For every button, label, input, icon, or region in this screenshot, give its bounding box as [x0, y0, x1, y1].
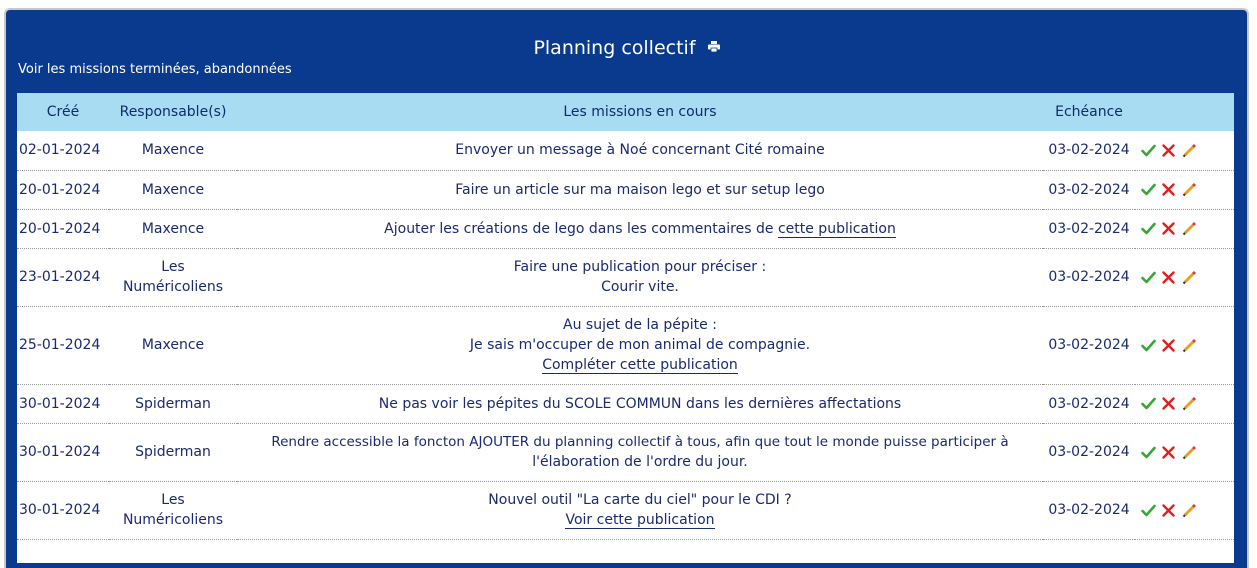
row-actions [1135, 248, 1234, 306]
check-icon[interactable] [1141, 338, 1156, 353]
mission-text [237, 248, 1043, 306]
cross-icon[interactable] [1161, 182, 1176, 197]
mission-line: Faire un article sur ma maison lego et sur setup lego [455, 181, 825, 198]
table-row [17, 170, 1234, 209]
mission-line: Envoyer un message à Noé concernant Cité romaine [455, 142, 825, 159]
mission-line: Au sujet de la pépite : [563, 317, 717, 333]
mission-line: Ajouter les créations de lego dans les commentaires de [384, 220, 778, 237]
owner: Spiderman [109, 384, 237, 423]
table-row [17, 131, 1234, 170]
check-icon[interactable] [1141, 221, 1156, 236]
row-actions [1135, 170, 1234, 209]
missions-table-wrapper [17, 93, 1234, 563]
created-date: 30-01-2024 [17, 481, 109, 539]
pencil-icon[interactable] [1182, 221, 1197, 236]
created-date: 25-01-2024 [17, 306, 109, 384]
check-icon[interactable] [1141, 396, 1156, 411]
table-row [17, 481, 1234, 539]
missions-table [17, 93, 1234, 540]
mission-line: Rendre accessible la foncton AJOUTER du planning collectif à tous, afin que tout le monde puisse participer à [271, 434, 1009, 450]
due-date: 03-02-2024 [1043, 423, 1135, 481]
finished-missions-link[interactable]: Voir les missions terminées, abandonnées [18, 62, 292, 77]
table-row [17, 248, 1234, 306]
mission-text [237, 131, 1043, 170]
row-actions [1135, 481, 1234, 539]
pencil-icon[interactable] [1182, 503, 1197, 518]
cross-icon[interactable] [1161, 503, 1176, 518]
column-header-actions [1135, 93, 1234, 131]
pencil-icon[interactable] [1182, 143, 1197, 158]
pencil-icon[interactable] [1182, 338, 1197, 353]
table-row [17, 423, 1234, 481]
created-date: 20-01-2024 [17, 170, 109, 209]
mission-text [237, 423, 1043, 481]
created-date: 23-01-2024 [17, 248, 109, 306]
row-actions [1135, 306, 1234, 384]
created-date: 02-01-2024 [17, 131, 109, 170]
mission-line: Courir vite. [601, 279, 679, 295]
planning-panel [4, 8, 1249, 568]
table-row [17, 209, 1234, 248]
page-title-text: Planning collectif [533, 37, 696, 59]
publication-link[interactable]: Voir cette publication [565, 512, 715, 528]
check-icon[interactable] [1141, 182, 1156, 197]
row-actions [1135, 209, 1234, 248]
pencil-icon[interactable] [1182, 396, 1197, 411]
owner: Maxence [109, 306, 237, 384]
owner-line: Les [161, 492, 185, 508]
mission-text [237, 306, 1043, 384]
due-date: 03-02-2024 [1043, 131, 1135, 170]
mission-text [237, 170, 1043, 209]
owner: Maxence [109, 170, 237, 209]
pencil-icon[interactable] [1182, 182, 1197, 197]
table-row [17, 384, 1234, 423]
column-header-missions: Les missions en cours [563, 104, 717, 120]
row-actions [1135, 384, 1234, 423]
column-header-owners: Responsable(s) [119, 104, 227, 120]
owner-line: Numéricoliens [122, 512, 224, 528]
mission-line: Je sais m'occuper de mon animal de compagnie. [469, 337, 811, 353]
created-date: 30-01-2024 [17, 423, 109, 481]
due-date: 03-02-2024 [1043, 384, 1135, 423]
page-title [6, 36, 1247, 61]
due-date: 03-02-2024 [1043, 209, 1135, 248]
owner: Spiderman [109, 423, 237, 481]
cross-icon[interactable] [1161, 396, 1176, 411]
cross-icon[interactable] [1161, 221, 1176, 236]
check-icon[interactable] [1141, 445, 1156, 460]
mission-text [237, 481, 1043, 539]
mission-text [237, 384, 1043, 423]
owner-line: Les [161, 259, 185, 275]
check-icon[interactable] [1141, 143, 1156, 158]
pencil-icon[interactable] [1182, 270, 1197, 285]
mission-line: Nouvel outil "La carte du ciel" pour le CDI ? [488, 492, 792, 508]
mission-line: Faire une publication pour préciser : [513, 259, 767, 275]
pencil-icon[interactable] [1182, 445, 1197, 460]
cross-icon[interactable] [1161, 143, 1176, 158]
owner: Maxence [109, 209, 237, 248]
table-row [17, 306, 1234, 384]
owner [109, 481, 237, 539]
cross-icon[interactable] [1161, 445, 1176, 460]
due-date: 03-02-2024 [1043, 170, 1135, 209]
owner-line: Numéricoliens [122, 279, 224, 295]
owner: Maxence [109, 131, 237, 170]
publication-link[interactable]: cette publication [777, 220, 896, 237]
print-icon[interactable] [708, 34, 720, 58]
row-actions [1135, 131, 1234, 170]
due-date: 03-02-2024 [1043, 248, 1135, 306]
mission-line: l'élaboration de l'ordre du jour. [532, 454, 748, 470]
column-header-created: Créé [46, 104, 80, 120]
cross-icon[interactable] [1161, 270, 1176, 285]
due-date: 03-02-2024 [1043, 481, 1135, 539]
table-header-row [17, 93, 1234, 131]
check-icon[interactable] [1141, 503, 1156, 518]
created-date: 30-01-2024 [17, 384, 109, 423]
column-header-due: Echéance [1055, 104, 1123, 120]
mission-line: Ne pas voir les pépites du SCOLE COMMUN dans les dernières affectations [378, 395, 902, 412]
cross-icon[interactable] [1161, 338, 1176, 353]
owner [109, 248, 237, 306]
publication-link[interactable]: Compléter cette publication [542, 357, 738, 373]
check-icon[interactable] [1141, 270, 1156, 285]
created-date: 20-01-2024 [17, 209, 109, 248]
row-actions [1135, 423, 1234, 481]
mission-text [237, 209, 1043, 248]
due-date: 03-02-2024 [1043, 306, 1135, 384]
